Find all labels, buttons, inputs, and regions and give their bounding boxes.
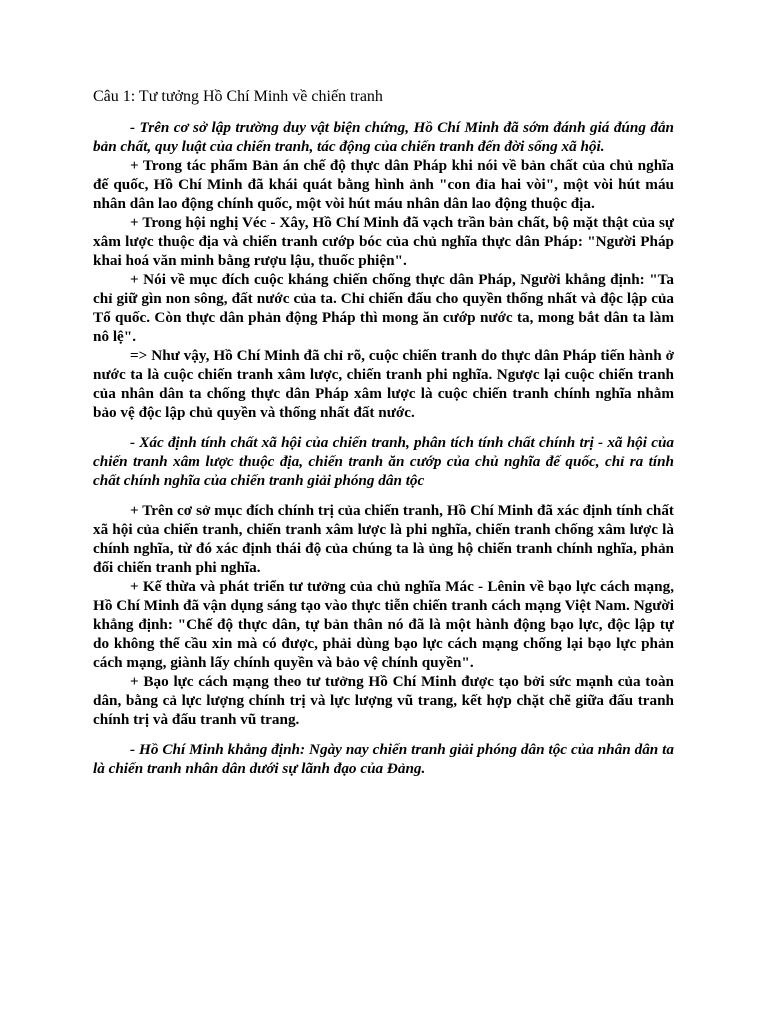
paragraph-6: - Xác định tính chất xã hội của chiến tranh, phân tích tính chất chính trị - xã hội của chiến tranh xâm lược thuộc địa, chiến tranh ăn cướp của chủ nghĩa đế quốc, chỉ ra tính chất chính nghĩa của chiến tranh giải phóng dân tộc: [93, 434, 674, 489]
paragraph-10: - Hồ Chí Minh khẳng định: Ngày nay chiến tranh giải phóng dân tộc của nhân dân ta là chiến tranh nhân dân dưới sự lãnh đạo của Đảng.: [93, 741, 674, 777]
paragraph-7: + Trên cơ sở mục đích chính trị của chiến tranh, Hồ Chí Minh đã xác định tính chất xã hội của chiến tranh, chiến tranh xâm lược là phi nghĩa, chiến tranh chống xâm lược là chính nghĩa, từ đó xác định thái độ của chúng ta là ủng hộ chiến tranh chính nghĩa, phản đối chiến tranh phi nghĩa.: [93, 502, 674, 576]
paragraph-3: + Trong hội nghị Véc - Xây, Hồ Chí Minh đã vạch trần bản chất, bộ mặt thật của sự xâm lược thuộc địa và chiến tranh cướp bóc của chủ nghĩa thực dân Pháp: "Người Pháp khai hoá văn minh bằng rượu lậu, thuốc phiện".: [93, 214, 674, 269]
paragraph-5: => Như vậy, Hồ Chí Minh đã chỉ rõ, cuộc chiến tranh do thực dân Pháp tiến hành ở nước ta là cuộc chiến tranh xâm lược, chiến tranh phi nghĩa. Ngược lại cuộc chiến tranh của nhân dân ta chống thực dân Pháp xâm lược là cuộc chiến tranh chính nghĩa nhằm bảo vệ độc lập chủ quyền và thống nhất đất nước.: [93, 347, 674, 421]
paragraph-9: + Bạo lực cách mạng theo tư tưởng Hồ Chí Minh được tạo bởi sức mạnh của toàn dân, bằng cả lực lượng chính trị và lực lượng vũ trang, kết hợp chặt chẽ giữa đấu tranh chính trị và đấu tranh vũ trang.: [93, 673, 674, 728]
paragraph-2: + Trong tác phẩm Bản án chế độ thực dân Pháp khi nói về bản chất của chủ nghĩa đế quốc, Hồ Chí Minh đã khái quát bằng hình ảnh "con đỉa hai vòi", một vòi hút máu nhân dân lao động chính quốc, một vòi hút máu nhân dân lao động thuộc địa.: [93, 157, 674, 212]
paragraph-8: + Kế thừa và phát triển tư tưởng của chủ nghĩa Mác - Lênin về bạo lực cách mạng, Hồ Chí Minh đã vận dụng sáng tạo vào thực tiễn chiến tranh cách mạng Việt Nam. Người khẳng định: "Chế độ thực dân, tự bản thân nó đã là một hành động bạo lực, độc lập tự do không thể cầu xin mà có được, phải dùng bạo lực cách mạng chống lại bạo lực phản cách mạng, giành lấy chính quyền và bảo vệ chính quyền".: [93, 578, 674, 671]
paragraph-4: + Nói về mục đích cuộc kháng chiến chống thực dân Pháp, Người khẳng định: "Ta chỉ giữ gìn non sông, đất nước của ta. Chỉ chiến đấu cho quyền thống nhất và độc lập của Tổ quốc. Còn thực dân phản động Pháp thì mong ăn cướp nước ta, mong bắt dân ta làm nô lệ".: [93, 271, 674, 345]
page-title: Câu 1: Tư tưởng Hồ Chí Minh về chiến tranh: [93, 88, 383, 105]
paragraph-1: - Trên cơ sở lập trường duy vật biện chứng, Hồ Chí Minh đã sớm đánh giá đúng đắn bản chất, quy luật của chiến tranh, tác động của chiến tranh đến đời sống xã hội.: [93, 119, 674, 155]
document-page: [93, 86, 674, 778]
